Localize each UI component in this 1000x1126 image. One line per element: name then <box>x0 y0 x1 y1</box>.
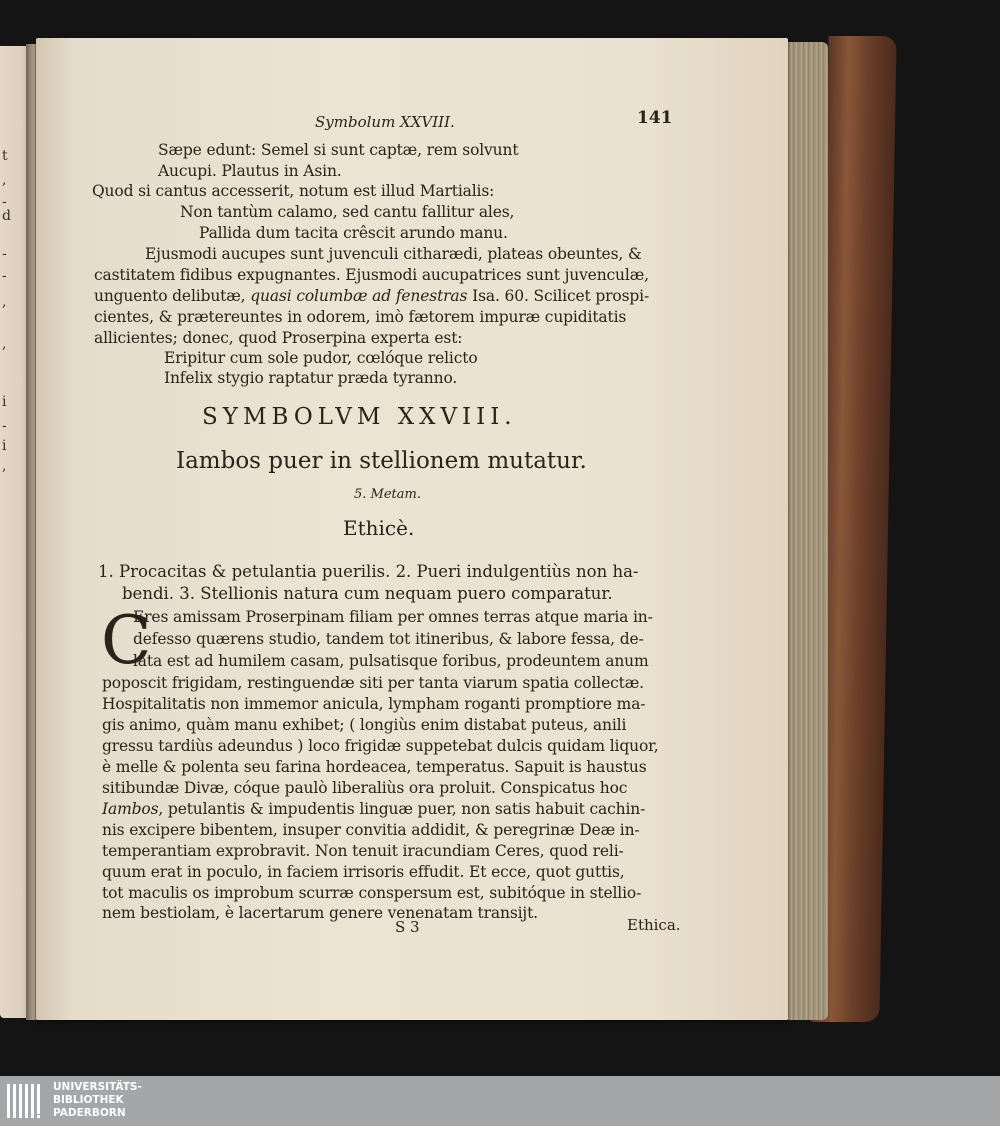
body-line: temperantiam exprobravit. Non tenuit iracundiam Ceres, quod reli- <box>102 842 624 860</box>
signature-mark: S 3 <box>395 918 420 936</box>
body-line: nis excipere bibentem, insuper convitia addidit, & peregrinæ Deæ in- <box>102 821 640 839</box>
verse-line: Pallida dum tacita crêscit arundo manu. <box>199 224 508 242</box>
left-page-glyph: i <box>2 394 7 410</box>
body-line: quum erat in poculo, in faciem irrisoris effudit. Et ecce, quot guttis, <box>102 863 625 881</box>
left-page-glyph: , <box>2 172 7 188</box>
left-page-glyph: , <box>2 336 7 352</box>
left-page-glyph: - <box>2 246 7 262</box>
summary-line: bendi. 3. Stellionis natura cum nequam puero comparatur. <box>122 584 613 603</box>
library-logo-icon <box>6 1082 46 1120</box>
text-segment: , petulantis & impudentis linguæ puer, non satis habuit cachin- <box>158 800 646 818</box>
left-page-glyph: - <box>2 194 7 210</box>
body-line: defesso quærens studio, tandem tot itineribus, & labore fessa, de- <box>133 630 644 648</box>
body-line: è melle & polenta seu farina hordeacea, temperatus. Sapuit is haustus <box>102 758 647 776</box>
running-title: Symbolum XXVIII. <box>315 113 455 131</box>
body-line: tot maculis os improbum scurræ conspersum est, subitóque in stellio- <box>102 884 642 902</box>
library-name-line: BIBLIOTHEK <box>53 1094 124 1106</box>
text-line: Sæpe edunt: Semel si sunt captæ, rem solvunt <box>158 141 519 159</box>
text-line <box>94 287 649 305</box>
library-name <box>53 1081 142 1120</box>
body-line: nem bestiolam, è lacertarum genere venenatam transijt. <box>102 904 538 922</box>
symbol-subtitle: Iambos puer in stellionem mutatur. <box>176 448 587 474</box>
section-heading: Ethicè. <box>343 516 415 540</box>
verse-line: Non tantùm calamo, sed cantu fallitur ales, <box>180 203 515 221</box>
body-line: Hospitalitatis non immemor anicula, lympham roganti promptiore ma- <box>102 695 646 713</box>
text-segment: Isa. 60. Scilicet prospi- <box>472 287 650 305</box>
page-number: 141 <box>637 108 673 128</box>
summary-line: 1. Procacitas & petulantia puerilis. 2. Pueri indulgentiùs non ha- <box>98 562 639 581</box>
text-line: castitatem fidibus expugnantes. Ejusmodi aucupatrices sunt juvenculæ, <box>94 266 649 284</box>
library-name-line: UNIVERSITÄTS- <box>53 1081 142 1093</box>
text-line: Aucupi. Plautus in Asin. <box>158 162 342 180</box>
text-line: Ejusmodi aucupes sunt juvenculi citharædi, plateas obeuntes, & <box>145 245 642 263</box>
library-bar <box>0 1076 1000 1126</box>
source-reference: 5. Metam. <box>354 487 421 502</box>
drop-cap: C <box>101 602 152 679</box>
name-iambos: Iambos <box>102 800 159 818</box>
left-page-glyph: d <box>2 208 11 224</box>
text-line: Quod si cantus accesserit, notum est illud Martialis: <box>92 182 495 200</box>
symbol-title: SYMBOLVM XXVIII. <box>202 404 517 430</box>
left-page-glyph: - <box>2 418 7 434</box>
text-segment: unguento delibutæ, <box>94 287 246 305</box>
body-line: lata est ad humilem casam, pulsatisque foribus, prodeuntem anum <box>133 652 649 670</box>
body-line: gressu tardiùs adeundus ) loco frigidæ suppetebat dulcis quidam liquor, <box>102 737 659 755</box>
left-page-glyph: , <box>2 458 7 474</box>
verse-line: Eripitur cum sole pudor, cœlóque relicto <box>164 349 478 367</box>
left-page-glyph: i <box>2 438 7 454</box>
text-line: cientes, & prætereuntes in odorem, imò fætorem impuræ cupiditatis <box>94 308 627 326</box>
left-page-glyph: , <box>2 294 7 310</box>
body-line: gis animo, quàm manu exhibet; ( longiùs enim distabat puteus, anili <box>102 716 627 734</box>
left-page-glyph: - <box>2 268 7 284</box>
body-line: sitibundæ Divæ, cóque paulò liberaliùs ora proluit. Conspicatus hoc <box>102 779 628 797</box>
left-page-glyph: t <box>2 148 8 164</box>
body-line: poposcit frigidam, restinguendæ siti per tanta viarum spatia collectæ. <box>102 674 644 692</box>
verse-line: Infelix stygio raptatur præda tyranno. <box>164 369 458 387</box>
catchword: Ethica. <box>627 916 681 934</box>
library-name-line: PADERBORN <box>53 1107 126 1119</box>
italic-quote: quasi columbæ ad fenestras <box>250 287 468 305</box>
body-line <box>102 800 645 818</box>
text-line: allicientes; donec, quod Proserpina experta est: <box>94 329 463 347</box>
body-line: Eres amissam Proserpinam filiam per omnes terras atque maria in- <box>133 608 653 626</box>
